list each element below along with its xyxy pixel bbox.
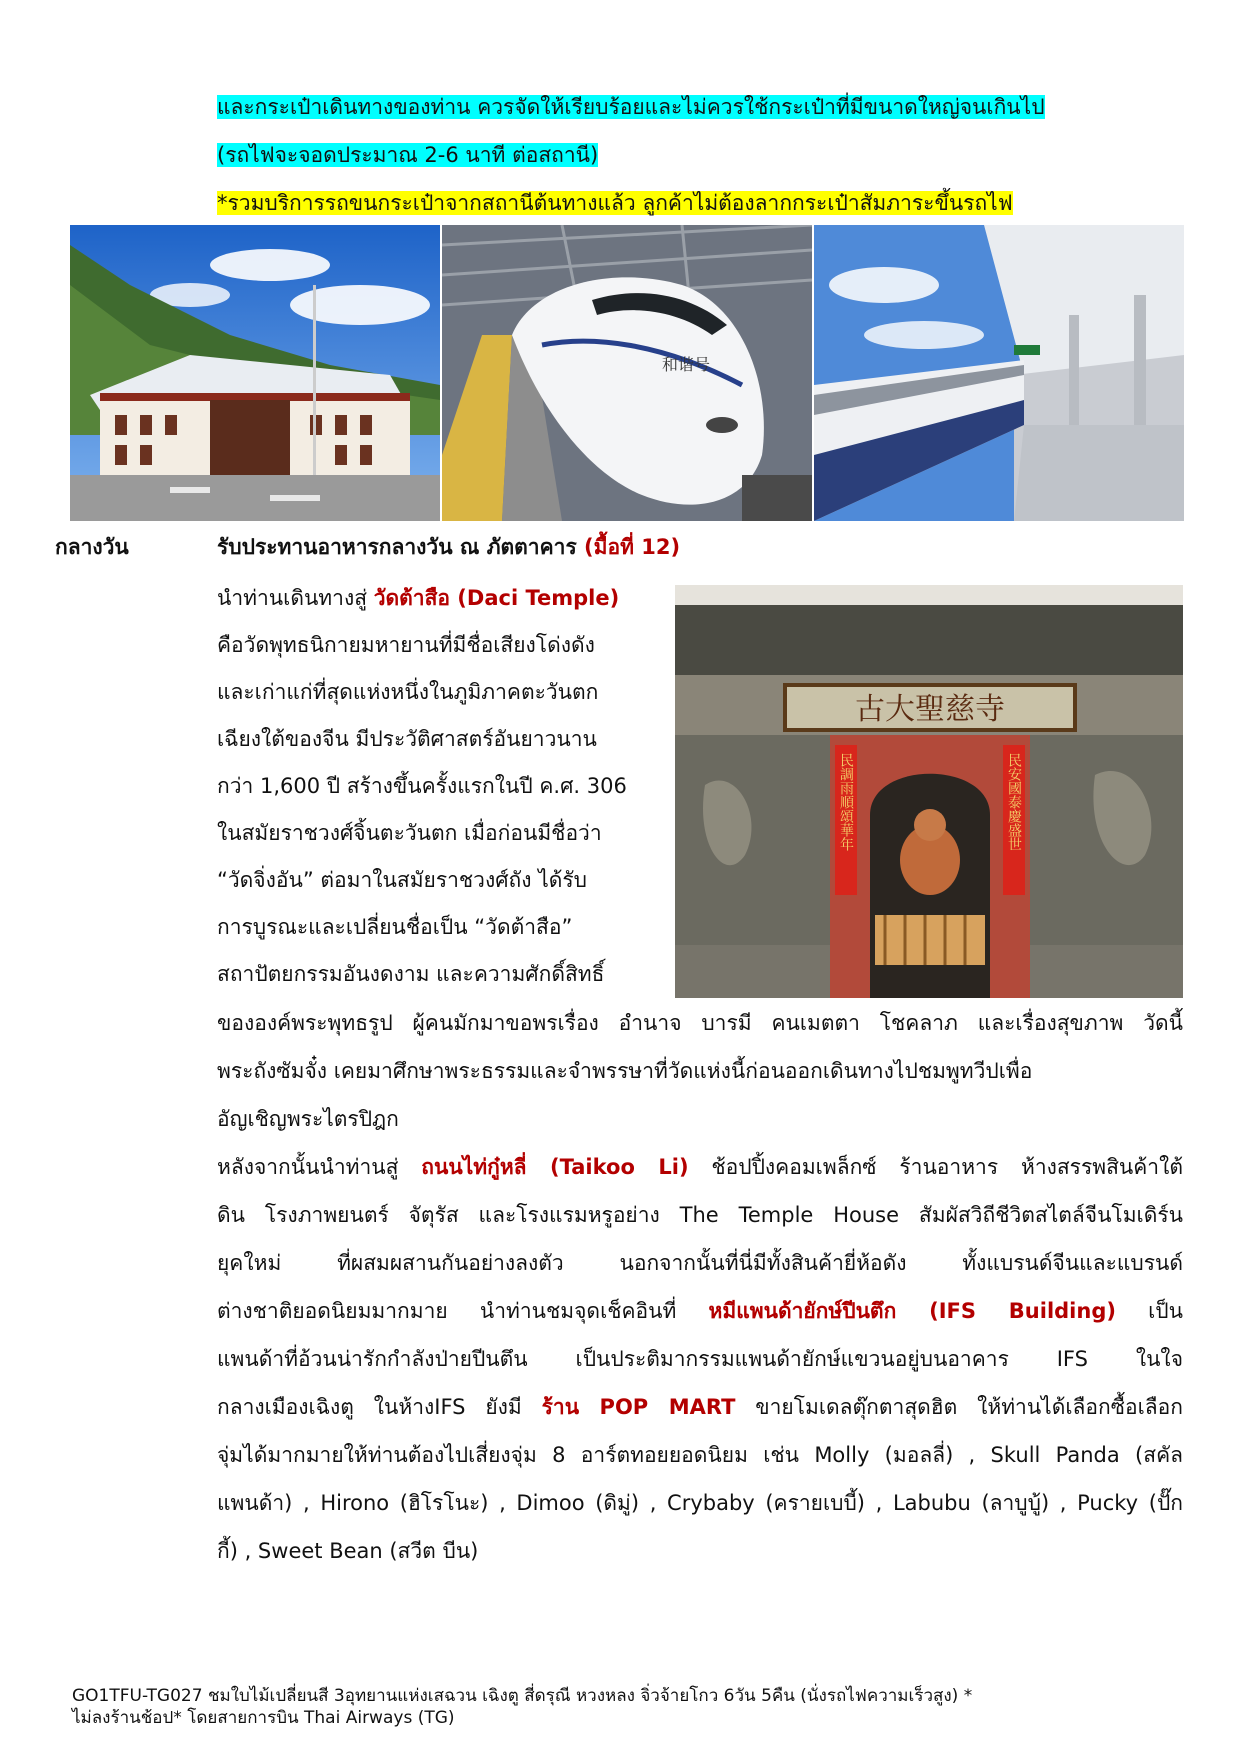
taikoo-line: แพนด้าที่อ้วนน่ารักกำลังป่ายปีนตึน เป็นประติมากรรมแพนด้ายักษ์แขวนอยู่บนอาคาร IFS ในใจ [217,1347,1183,1371]
footer-airline: ไม่ลงร้านช้อป* โดยสายการบิน Thai Airways (TG) [72,1708,455,1728]
daci-line: กว่า 1,600 ปี สร้างขึ้นครั้งแรกในปี ค.ศ. 306 [217,774,627,798]
daci-line: การบูรณะและเปลี่ยนชื่อเป็น “วัดต้าสือ” [217,915,573,939]
taikoo-line: หลังจากนั้นนำท่านสู่ ถนนไท่กู๋หลี่ (Taikoo Li) ช้อปปิ้งคอมเพล็กซ์ ร้านอาหาร ห้างสรรพสินค้าใต้ [217,1155,1183,1179]
taikoo-line: กี้) , Sweet Bean (สวีต บีน) [217,1539,479,1563]
couplet-right: 民安國泰慶盛世 [1006,753,1022,851]
meal-number: (มื้อที่ 12) [584,535,681,559]
daci-line: คือวัดพุทธนิกายมหายานที่มีชื่อเสียงโด่งดัง [217,633,595,657]
daci-line: และเก่าแก่ที่สุดแห่งหนึ่งในภูมิภาคตะวันตก [217,680,599,704]
footer-tour-code: GO1TFU-TG027 ชมใบไม้เปลี่ยนสี 3อุทยานแห่งเสฉวน เฉิงตู สี่ดรุณี หวงหลง จิ่วจ้ายโกว 6วัน 5คืน (นั่งรถไฟความเร็วสูง) * [72,1686,973,1706]
meal-time-label: กลางวัน [55,535,129,559]
station-photo [70,225,440,521]
daci-line: “วัดจิ่งอัน” ต่อมาในสมัยราชวงศ์ถัง ได้รับ [217,868,588,892]
taikoo-line: จุ่มได้มากมายให้ท่านต้องไปเสี่ยงจุ่ม 8 อาร์ตทอยยอดนิยม เช่น Molly (มอลลี่) , Skull Panda (สคัล [217,1443,1183,1467]
temple-sign-text: 古大聖慈寺 [855,692,1005,727]
daci-line: ขององค์พระพุทธรูป ผู้คนมักมาขอพรเรื่อง อำนาจ บารมี คนเมตตา โชคลาภ และเรื่องสุขภาพ วัดนี้ [217,1011,1183,1035]
lunch-line: รับประทานอาหารกลางวัน ณ ภัตตาคาร (มื้อที่ 12) [217,535,681,559]
taikoo-li-name: ถนนไท่กู๋หลี่ (Taikoo Li) [421,1155,689,1179]
note-stop-time: (รถไฟจะจอดประมาณ 2-6 นาที ต่อสถานี) [217,143,599,167]
note-luggage: และกระเป๋าเดินทางของท่าน ควรจัดให้เรียบร้อยและไม่ควรใช้กระเป๋าที่มีขนาดใหญ่จนเกินไป [217,95,1045,119]
daci-temple-photo [675,585,1183,998]
note-luggage-service: *รวมบริการรถขนกระเป๋าจากสถานีต้นทางแล้ว ลูกค้าไม่ต้องลากกระเป๋าสัมภาระขึ้นรถไฟ [217,191,1013,215]
taikoo-line: แพนด้า) , Hirono (ฮิโรโนะ) , Dimoo (ดิมู่) , Crybaby (ครายเบบี้) , Labubu (ลาบูบู้) , Pucky (ปั๊ก [217,1491,1183,1515]
daci-line: พระถังซัมจั๋ง เคยมาศึกษาพระธรรมและจำพรรษาที่วัดแห่งนี้ก่อนออกเดินทางไปชมพูทวีปเพื่อ [217,1059,1033,1083]
taikoo-line: กลางเมืองเฉิงตู ในห้างIFS ยังมี ร้าน POP MART ขายโมเดลตุ๊กตาสุดฮิต ให้ท่านได้เลือกซื้อเลือก [217,1395,1183,1419]
daci-line: เฉียงใต้ของจีน มีประวัติศาสตร์อันยาวนาน [217,727,597,751]
daci-intro: นำท่านเดินทางสู่ วัดต้าสือ (Daci Temple) [217,586,620,610]
daci-line: สถาปัตยกรรมอันงดงาม และความศักดิ์สิทธิ์ [217,962,605,986]
train-side-label: 和谐号 [662,355,711,374]
platform-photo [814,225,1184,521]
daci-line: อัญเชิญพระไตรปิฎก [217,1107,399,1131]
daci-line: ในสมัยราชวงศ์จิ้นตะวันตก เมื่อก่อนมีชื่อว่า [217,821,602,845]
couplet-left: 民調雨順頌華年 [838,753,854,851]
ifs-panda-name: หมีแพนด้ายักษ์ปีนตึก (IFS Building) [708,1299,1116,1323]
taikoo-line: ต่างชาติยอดนิยมมากมาย นำท่านชมจุดเช็คอินที่ หมีแพนด้ายักษ์ปีนตึก (IFS Building) เป็น [217,1299,1183,1323]
taikoo-line: ยุคใหม่ ที่ผสมผสานกันอย่างลงตัว นอกจากนั้นที่นี่มีทั้งสินค้ายี่ห้อดัง ทั้งแบรนด์จีนและแบรนด์ [217,1251,1183,1275]
pop-mart-name: ร้าน POP MART [541,1395,736,1419]
daci-temple-name: วัดต้าสือ (Daci Temple) [373,586,620,610]
train-photo [442,225,812,521]
taikoo-line: ดิน โรงภาพยนตร์ จัตุรัส และโรงแรมหรูอย่าง The Temple House สัมผัสวิถีชีวิตสไตล์จีนโมเดิร์น [217,1203,1183,1227]
